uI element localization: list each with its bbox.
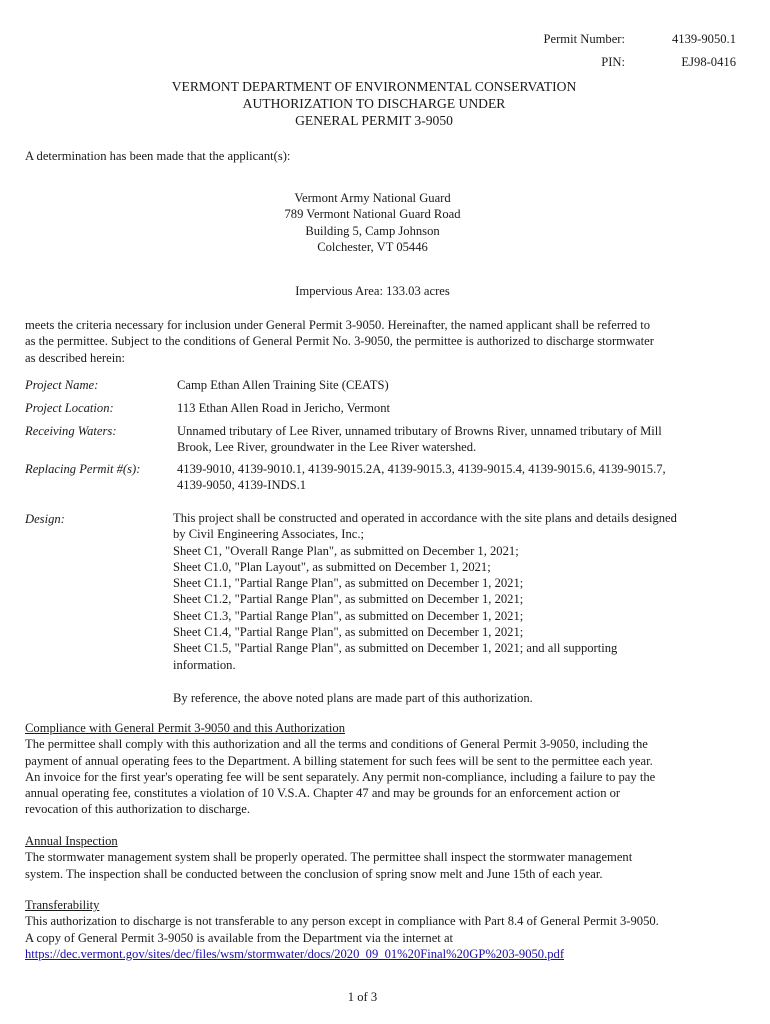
annual-inspection-line: system. The inspection shall be conducted between the conclusion of spring snow melt and June 15th of each year.: [25, 866, 603, 881]
receiving-waters-label: Receiving Waters:: [25, 424, 117, 438]
criteria-paragraph: [25, 317, 740, 366]
applicant-name: Vermont Army National Guard: [294, 191, 451, 205]
permit-number-value: 4139-9050.1: [671, 32, 736, 46]
applicant-street: 789 Vermont National Guard Road: [284, 207, 461, 222]
design-line: Sheet C1, "Overall Range Plan", as submitted on December 1, 2021;: [173, 543, 519, 558]
design-line: Sheet C1.3, "Partial Range Plan", as submitted on December 1, 2021;: [173, 608, 524, 623]
title-line-1: VERMONT DEPARTMENT OF ENVIRONMENTAL CONSERVATION: [171, 79, 577, 94]
criteria-line: as described herein:: [25, 350, 126, 365]
annual-inspection-heading: Annual Inspection: [25, 834, 118, 848]
project-name-value: Camp Ethan Allen Training Site (CEATS): [177, 378, 389, 392]
compliance-line: payment of annual operating fees to the Department. A billing statement for such fees will be sent to the permittee each year.: [25, 753, 653, 768]
permit-number-label: Permit Number:: [543, 32, 625, 46]
project-location-label: Project Location:: [25, 401, 114, 415]
document-title: [0, 78, 748, 129]
transferability-section: [25, 897, 740, 962]
replacing-permits-line: 4139-9050, 4139-INDS.1: [177, 478, 307, 493]
applicant-city: Colchester, VT 05446: [317, 239, 428, 254]
criteria-line: as the permittee. Subject to the conditions of General Permit No. 3-9050, the permittee is authorized to discharge stormwater: [25, 334, 654, 349]
replacing-permits-value: [177, 461, 737, 494]
impervious-area: Impervious Area: 133.03 acres: [295, 284, 450, 298]
transferability-line: A copy of General Permit 3-9050 is available from the Department via the internet at: [25, 930, 454, 945]
applicant-building: Building 5, Camp Johnson: [305, 223, 440, 238]
design-value: [173, 510, 738, 673]
design-line: This project shall be constructed and operated in accordance with the site plans and details designed: [173, 511, 677, 525]
by-reference-text: By reference, the above noted plans are made part of this authorization.: [173, 691, 533, 705]
pin-value: EJ98-0416: [681, 55, 736, 69]
determination-text: A determination has been made that the applicant(s):: [25, 149, 291, 163]
transferability-line: This authorization to discharge is not transferable to any person except in compliance with Part 8.4 of General Permit 3-9050.: [25, 914, 659, 929]
design-line: Sheet C1.2, "Partial Range Plan", as submitted on December 1, 2021;: [173, 592, 524, 607]
design-line: by Civil Engineering Associates, Inc.;: [173, 527, 364, 542]
compliance-line: The permittee shall comply with this authorization and all the terms and conditions of General Permit 3-9050, including the: [25, 737, 648, 752]
receiving-waters-line: Unnamed tributary of Lee River, unnamed tributary of Browns River, unnamed tributary of Mill: [177, 424, 662, 438]
design-line: Sheet C1.1, "Partial Range Plan", as submitted on December 1, 2021;: [173, 576, 524, 591]
annual-inspection-line: The stormwater management system shall be properly operated. The permittee shall inspect the stormwater management: [25, 850, 633, 865]
pin-label: PIN:: [601, 55, 625, 69]
design-line: information.: [173, 657, 236, 672]
replacing-permits-label: Replacing Permit #(s):: [25, 462, 141, 476]
title-line-3: GENERAL PERMIT 3-9050: [295, 113, 453, 128]
compliance-line: revocation of this authorization to discharge.: [25, 802, 250, 817]
design-line: Sheet C1.0, "Plan Layout", as submitted on December 1, 2021;: [173, 559, 491, 574]
title-line-2: AUTHORIZATION TO DISCHARGE UNDER: [242, 96, 506, 111]
replacing-permits-line: 4139-9010, 4139-9010.1, 4139-9015.2A, 4139-9015.3, 4139-9015.4, 4139-9015.6, 4139-9015.7,: [177, 462, 666, 476]
page-number: 1 of 3: [347, 990, 378, 1004]
project-name-label: Project Name:: [25, 378, 99, 392]
receiving-waters-line: Brook, Lee River, groundwater in the Lee River watershed.: [177, 440, 477, 455]
applicant-block: [0, 190, 745, 255]
general-permit-link[interactable]: https://dec.vermont.gov/sites/dec/files/wsm/stormwater/docs/2020_09_01%20Final%20GP%203-9050.pdf: [25, 946, 565, 961]
design-line: Sheet C1.5, "Partial Range Plan", as submitted on December 1, 2021; and all supporting: [173, 641, 618, 656]
compliance-line: annual operating fee, constitutes a violation of 10 V.S.A. Chapter 47 and may be grounds for an enforcement action or: [25, 786, 621, 801]
annual-inspection-section: [25, 833, 740, 882]
compliance-line: An invoice for the first year's operating fee will be sent separately. Any permit non-compliance, including a failure to pay the: [25, 769, 656, 784]
design-label: Design:: [25, 512, 65, 526]
compliance-section: [25, 720, 740, 818]
project-location-value: 113 Ethan Allen Road in Jericho, Vermont: [177, 401, 391, 415]
transferability-heading: Transferability: [25, 898, 100, 912]
compliance-heading: Compliance with General Permit 3-9050 and this Authorization: [25, 721, 346, 735]
criteria-line: meets the criteria necessary for inclusion under General Permit 3-9050. Hereinafter, the named applicant shall be referred to: [25, 318, 651, 332]
receiving-waters-value: [177, 423, 737, 456]
design-line: Sheet C1.4, "Partial Range Plan", as submitted on December 1, 2021;: [173, 625, 524, 640]
